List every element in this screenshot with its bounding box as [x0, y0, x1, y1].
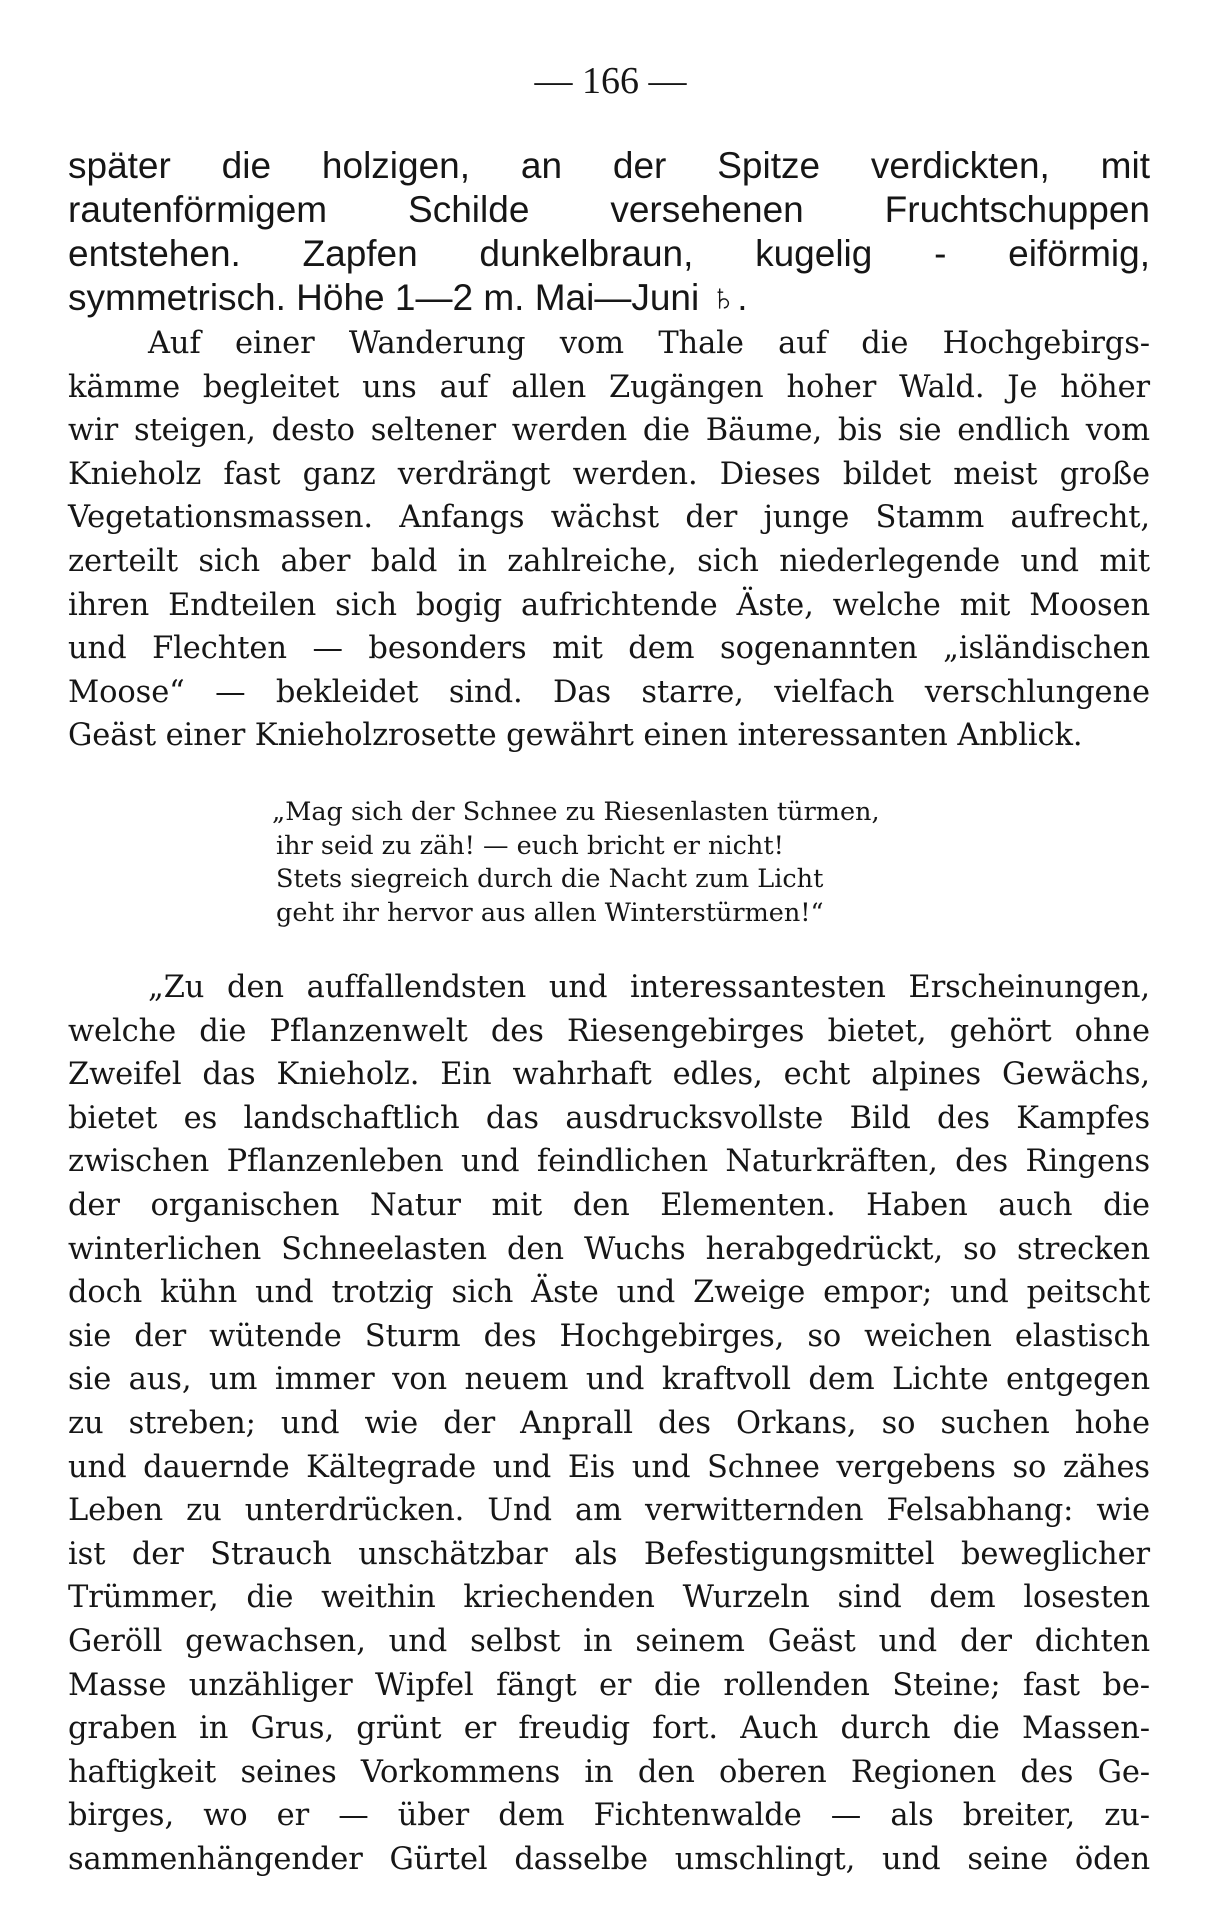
paragraph-knieholz-wanderung	[68, 322, 1150, 758]
text-line: ist der Strauch unschätzbar als Befestigungsmittel beweglicher	[68, 1536, 1150, 1572]
text-line: bietet es landschaftlich das ausdrucksvollste Bild des Kampfes	[68, 1100, 1150, 1136]
text-line: haftigkeit seines Vorkommens in den oberen Regionen des Ge-	[68, 1754, 1150, 1790]
verse-line: Stets siegreich durch die Nacht zum Licht	[276, 864, 824, 894]
text-line: symmetrisch. Höhe 1—2 m. Mai—Juni ♄.	[68, 277, 748, 318]
paragraph-knieholz-quote	[68, 966, 1150, 1881]
text-line: und Flechten — besonders mit dem sogenannten „isländischen	[68, 631, 1150, 667]
text-line: „Zu den auffallendsten und interessantesten Erscheinungen,	[148, 970, 1150, 1005]
text-line: zu streben; und wie der Anprall des Orkans, so suchen hohe	[68, 1405, 1150, 1441]
text-line: birges, wo er — über dem Fichtenwalde — als breiter, zu-	[68, 1798, 1150, 1834]
text-line: welche die Pflanzenwelt des Riesengebirges bietet, gehört ohne	[68, 1013, 1150, 1049]
text-line: Leben zu unterdrücken. Und am verwitternden Felsabhang: wie	[68, 1493, 1150, 1529]
text-line: Knieholz fast ganz verdrängt werden. Dieses bildet meist große	[68, 456, 1150, 492]
text-line: wir steigen, desto seltener werden die Bäume, bis sie endlich vom	[68, 413, 1150, 449]
verse-quote	[272, 796, 1032, 930]
text-line: zerteilt sich aber bald in zahlreiche, sich niederlegende und mit	[68, 543, 1150, 579]
continued-description	[68, 144, 1150, 320]
text-line: der organischen Natur mit den Elementen. Haben auch die	[68, 1187, 1150, 1223]
text-line: Moose“ — bekleidet sind. Das starre, vielfach verschlungene	[68, 674, 1150, 710]
text-line: winterlichen Schneelasten den Wuchs herabgedrückt, so strecken	[68, 1231, 1150, 1267]
text-line: später die holzigen, an der Spitze verdickten, mit	[68, 145, 1150, 186]
text-line: graben in Grus, grünt er freudig fort. Auch durch die Massen-	[68, 1711, 1150, 1747]
verse-line: „Mag sich der Schnee zu Riesenlasten türmen,	[272, 797, 880, 827]
text-line: entstehen. Zapfen dunkelbraun, kugelig - eiförmig,	[68, 233, 1150, 274]
text-line: sammenhängender Gürtel dasselbe umschlingt, und seine öden	[68, 1841, 1150, 1877]
verse-line: geht ihr hervor aus allen Winterstürmen!“	[276, 897, 824, 928]
text-line: doch kühn und trotzig sich Äste und Zweige empor; und peitscht	[68, 1275, 1150, 1311]
text-line: ihren Endteilen sich bogig aufrichtende Äste, welche mit Moosen	[68, 587, 1150, 623]
text-line: Geäst einer Knieholzrosette gewährt einen interessanten Anblick.	[68, 718, 1083, 754]
text-line: Geröll gewachsen, und selbst in seinem Geäst und der dichten	[68, 1623, 1150, 1659]
page-number: — 166 —	[534, 60, 687, 102]
text-line: sie aus, um immer von neuem und kraftvoll dem Lichte entgegen	[68, 1362, 1150, 1398]
verse-line: ihr seid zu zäh! — euch bricht er nicht!	[276, 830, 784, 861]
text-line: und dauernde Kältegrade und Eis und Schnee vergebens so zähes	[68, 1449, 1150, 1485]
text-line: Zweifel das Knieholz. Ein wahrhaft edles, echt alpines Gewächs,	[68, 1057, 1150, 1093]
text-line: Masse unzähliger Wipfel fängt er die rollenden Steine; fast be-	[68, 1667, 1150, 1703]
text-line: rautenförmigem Schilde versehenen Fruchtschuppen	[68, 189, 1150, 230]
text-line: Trümmer, die weithin kriechenden Wurzeln sind dem losesten	[68, 1580, 1150, 1616]
text-line: sie der wütende Sturm des Hochgebirges, so weichen elastisch	[68, 1318, 1150, 1354]
text-line: Vegetationsmassen. Anfangs wächst der junge Stamm aufrecht,	[68, 500, 1150, 536]
text-line: zwischen Pflanzenleben und feindlichen Naturkräften, des Ringens	[68, 1144, 1150, 1180]
text-line: kämme begleitet uns auf allen Zugängen hoher Wald. Je höher	[68, 369, 1150, 405]
text-line: Auf einer Wanderung vom Thale auf die Hochgebirgs-	[148, 326, 1150, 361]
